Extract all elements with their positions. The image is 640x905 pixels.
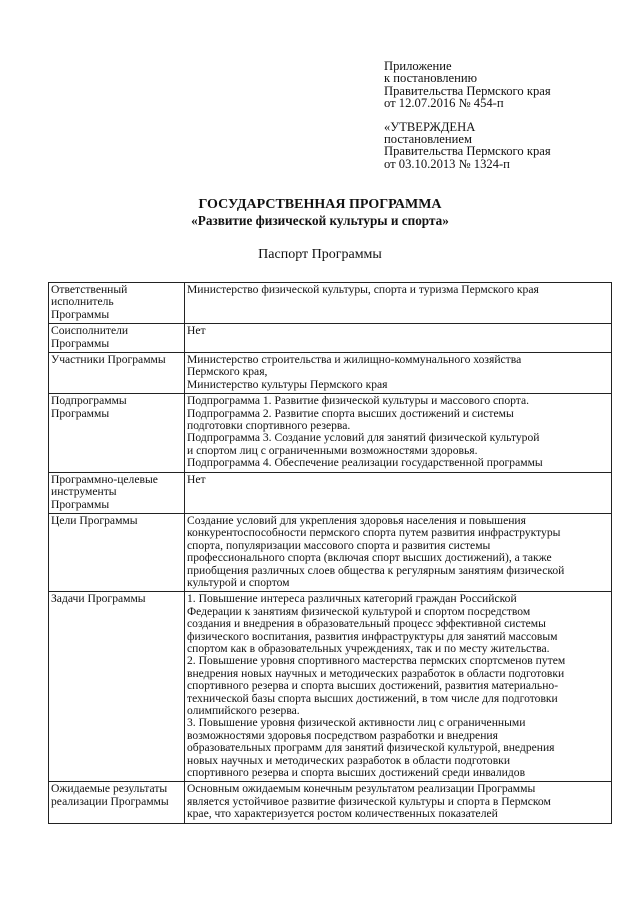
row-label-line: Участники Программы xyxy=(51,353,166,367)
passport-row xyxy=(49,592,612,782)
row-value-cell xyxy=(185,472,612,513)
annex-line: Правительства Пермского края xyxy=(384,83,551,98)
row-label-line: Цели Программы xyxy=(51,513,138,527)
row-value-line: приобщения различных слоев общества к регулярным занятиям физической xyxy=(187,563,565,577)
row-value-line: возможностями здоровья посредством разработки и внедрения xyxy=(187,728,498,742)
row-label-cell xyxy=(49,782,185,823)
row-value-cell xyxy=(185,592,612,782)
row-value-line: 2. Повышение уровня спортивного мастерства пермских спортсменов путем xyxy=(187,654,566,668)
program-title: ГОСУДАРСТВЕННАЯ ПРОГРАММА xyxy=(198,197,442,212)
row-label-line: Программы xyxy=(51,497,110,511)
row-value-line: физического воспитания, развития инфраструктуры для занятий массовым xyxy=(187,629,558,643)
approved-line: от 03.10.2013 № 1324-п xyxy=(384,156,510,171)
row-label-line: Соисполнители xyxy=(51,324,129,338)
row-label-line: Программы xyxy=(51,406,110,420)
row-value-line: Нет xyxy=(187,324,206,338)
row-value-line: технической базы спорта высших достижений, в том числе для подготовки xyxy=(187,691,558,705)
row-value-line: 3. Повышение уровня физической активности лиц с ограниченными xyxy=(187,716,526,730)
row-value-line: создания и внедрения в образовательный процесс эффективной системы xyxy=(187,617,546,631)
row-value-line: спорта, популяризации массового спорта и развития системы xyxy=(187,538,491,552)
row-value-line: является устойчивое развитие физической культуры и спорта в Пермском xyxy=(187,794,551,808)
approved-line: «УТВЕРЖДЕНА xyxy=(384,119,476,134)
row-label-line: Программно-целевые xyxy=(51,472,158,486)
row-label-cell xyxy=(49,353,185,394)
row-value-line: и спортом лиц с ограниченными возможностями здоровья. xyxy=(187,443,478,457)
row-label-cell xyxy=(49,283,185,324)
row-value-line: 1. Повышение интереса различных категорий граждан Российской xyxy=(187,592,517,606)
passport-row xyxy=(49,513,612,591)
passport-row xyxy=(49,353,612,394)
row-value-cell xyxy=(185,782,612,823)
row-value-line: крае, что характеризуется ростом количественных показателей xyxy=(187,807,498,821)
row-value-cell xyxy=(185,283,612,324)
row-value-line: Подпрограмма 2. Развитие спорта высших достижений и системы xyxy=(187,406,514,420)
row-label-line: Ожидаемые результаты xyxy=(51,782,168,796)
row-value-line: Подпрограмма 4. Обеспечение реализации государственной программы xyxy=(187,456,543,470)
row-value-line: спортивного резерва и спорта высших достижений среди инвалидов xyxy=(187,766,526,780)
row-value-line: Пермского края, xyxy=(187,365,268,379)
passport-row xyxy=(49,394,612,472)
row-value-line: новых научных и методических разработок в области подготовки xyxy=(187,753,511,767)
row-value-line: Создание условий для укрепления здоровья населения и повышения xyxy=(187,513,526,527)
row-label-line: Программы xyxy=(51,336,110,350)
passport-title: Паспорт Программы xyxy=(258,247,382,262)
annex-line: к постановлению xyxy=(384,71,478,86)
row-value-cell xyxy=(185,513,612,591)
passport-row xyxy=(49,324,612,353)
row-value-line: конкурентоспособности пермского спорта путем развития инфраструктуры xyxy=(187,526,561,540)
row-value-line: Подпрограмма 1. Развитие физической культуры и массового спорта. xyxy=(187,394,530,408)
annex-line: от 12.07.2016 № 454-п xyxy=(384,96,504,111)
row-label-cell xyxy=(49,513,185,591)
row-value-line: спортом как в образовательных учреждениях, так и по месту жительства. xyxy=(187,641,550,655)
annex-line: Приложение xyxy=(384,59,452,73)
row-value-line: Нет xyxy=(187,472,206,486)
passport-row xyxy=(49,782,612,823)
row-value-line: Федерации к занятиям физической культурой и спортом посредством xyxy=(187,604,531,618)
row-label-cell xyxy=(49,394,185,472)
row-label-line: Подпрограммы xyxy=(51,394,127,408)
row-value-line: подготовки спортивного резерва. xyxy=(187,419,351,433)
row-label-cell xyxy=(49,592,185,782)
row-value-line: спортивного резерва и спорта высших достижений, развития материально- xyxy=(187,679,559,693)
row-value-line: Министерство строительства и жилищно-коммунального хозяйства xyxy=(187,353,522,367)
row-value-cell xyxy=(185,394,612,472)
row-label-line: Ответственный xyxy=(51,283,128,296)
row-label-line: Программы xyxy=(51,307,110,321)
row-label-cell xyxy=(49,472,185,513)
row-label-line: реализации Программы xyxy=(51,794,169,808)
row-value-line: образовательных программ для занятий физической культурой, внедрения xyxy=(187,741,555,755)
row-value-cell xyxy=(185,353,612,394)
passport-row xyxy=(49,472,612,513)
passport-row xyxy=(49,283,612,324)
annex-block xyxy=(384,60,634,170)
row-value-line: Министерство культуры Пермского края xyxy=(187,377,388,391)
approved-line: постановлением xyxy=(384,132,472,147)
row-value-line: культурой и спортом xyxy=(187,575,290,589)
passport-table xyxy=(48,282,612,824)
row-label-cell xyxy=(49,324,185,353)
row-value-line: внедрения новых научных и методических разработок в области подготовки xyxy=(187,666,565,680)
approved-line: Правительства Пермского края xyxy=(384,144,551,159)
row-label-line: Задачи Программы xyxy=(51,592,146,606)
row-value-line: Министерство физической культуры, спорта и туризма Пермского края xyxy=(187,283,539,296)
row-label-line: инструменты xyxy=(51,485,117,499)
row-value-line: Подпрограмма 3. Создание условий для занятий физической культурой xyxy=(187,431,540,445)
row-value-cell xyxy=(185,324,612,353)
row-value-line: Основным ожидаемым конечным результатом реализации Программы xyxy=(187,782,536,796)
program-subtitle: «Развитие физической культуры и спорта» xyxy=(191,213,449,228)
annex-gap xyxy=(384,110,634,121)
row-value-line: профессионального спорта (включая спорт высших достижений), а также xyxy=(187,551,552,565)
row-label-line: исполнитель xyxy=(51,295,114,309)
row-value-line: олимпийского резерва. xyxy=(187,704,300,717)
